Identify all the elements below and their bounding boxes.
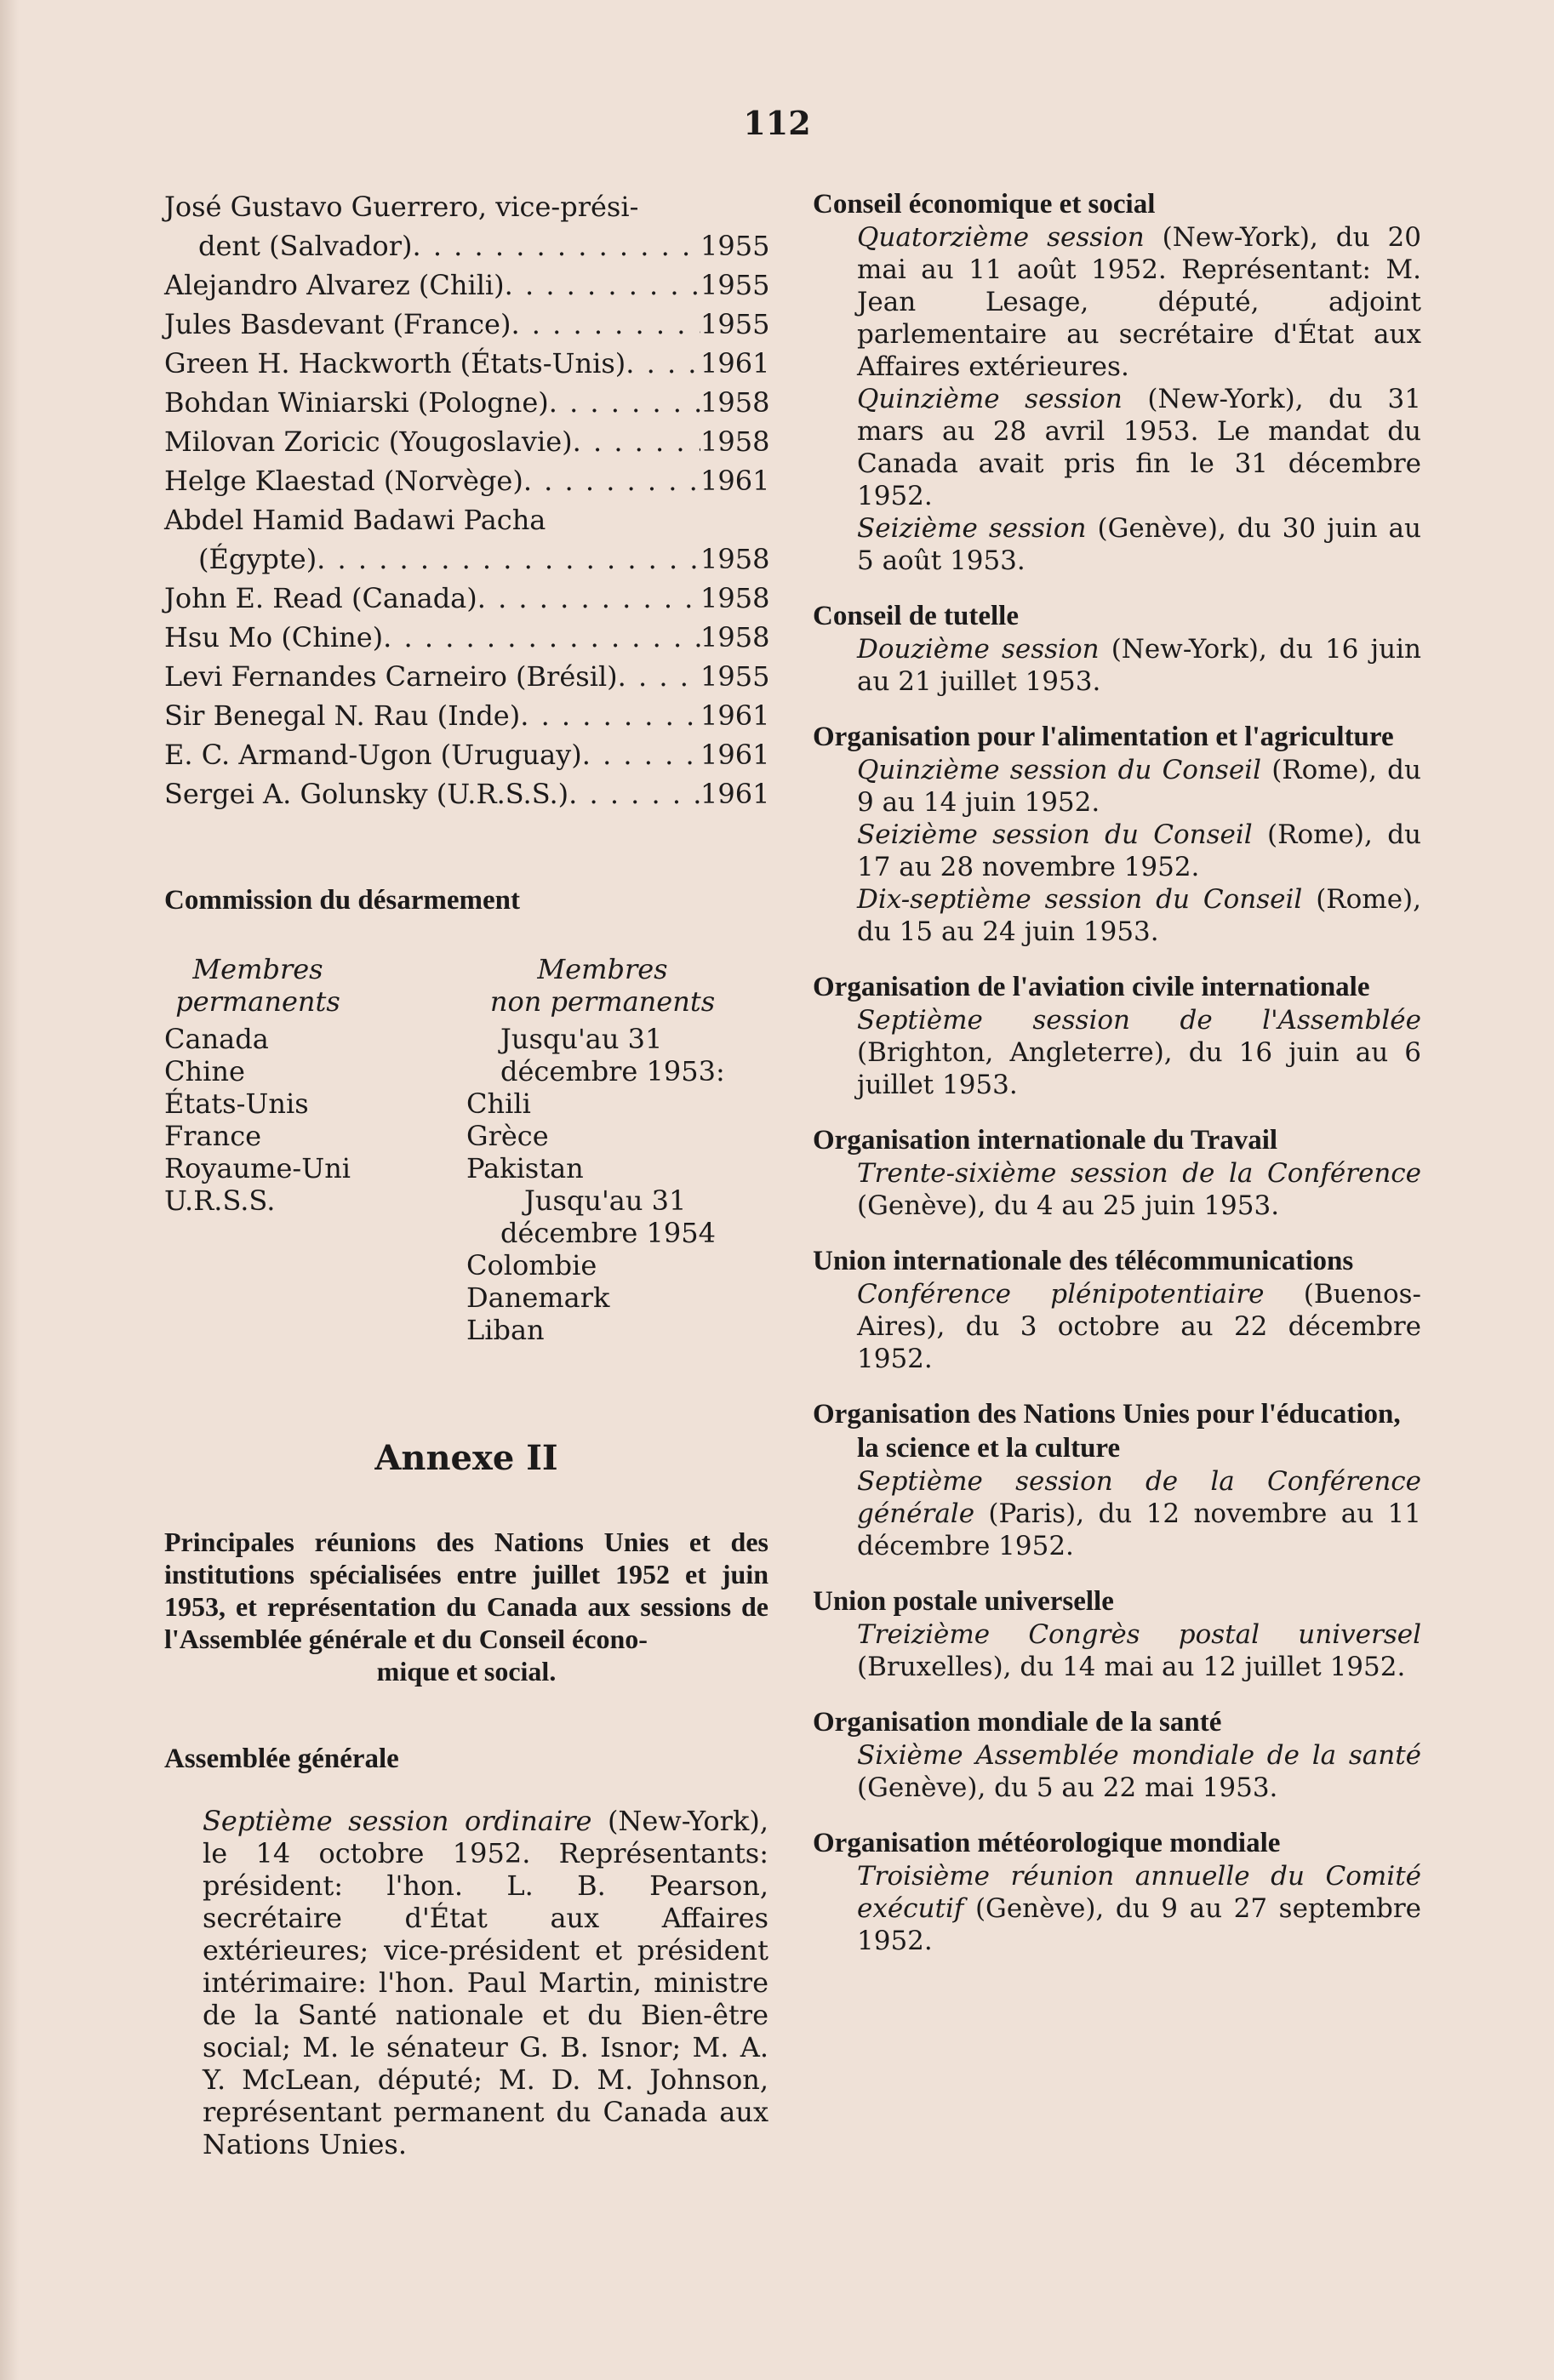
assemblee-body [164, 1805, 768, 2160]
judge-row [164, 226, 768, 265]
judge-year: 1958 [700, 621, 770, 654]
assemblee-session: Septième session ordinaire [203, 1805, 592, 1837]
organization-title: Organisation de l'aviation civile internationale [813, 972, 1370, 1002]
judge-row [164, 657, 768, 696]
session-paragraph [813, 383, 1421, 512]
session-name: Quinzième session du Conseil [857, 755, 1262, 785]
organization-title: Organisation pour l'alimentation et l'agriculture [813, 722, 1394, 752]
permanent-member: Canada [164, 1023, 269, 1055]
session-paragraph [813, 819, 1421, 883]
judge-row [164, 539, 768, 579]
session-name: Quinzième session [857, 384, 1123, 414]
meeting-entry [813, 1123, 1421, 1222]
judge-name: John E. Read (Canada) [164, 582, 477, 614]
session-paragraph [813, 1618, 1421, 1683]
judge-row [164, 696, 768, 735]
page-number: 112 [743, 104, 811, 142]
leader-dots [511, 305, 700, 344]
meeting-entry [813, 1397, 1421, 1562]
assemblee-title: Assemblée générale [164, 1744, 399, 1774]
session-name: Seizième session du Conseil [857, 819, 1253, 850]
judge-name: Hsu Mo (Chine) [164, 621, 384, 654]
permanent-list [164, 1023, 466, 1217]
session-name: Conférence plénipotentiaire [857, 1279, 1265, 1310]
session-details: (Brighton, Angleterre), du 16 juin au 6 juillet 1953. [857, 1037, 1421, 1100]
permanent-members [164, 953, 466, 1346]
session-paragraph [813, 1739, 1421, 1804]
leader-dots [412, 226, 700, 265]
session-name: Troisième réunion annuelle du Comité exécutif [857, 1861, 1421, 1924]
judge-year: 1958 [700, 386, 770, 419]
session-paragraph [813, 633, 1421, 698]
nonpermanent-member: Chili [466, 1087, 531, 1120]
session-details: (New-York), du 31 mars au 28 avril 1953. Le mandat du Canada avait pris fin le 31 décembre 1952. [857, 384, 1421, 511]
judge-row [164, 735, 768, 774]
session-paragraph [813, 1004, 1421, 1101]
page-edge [0, 0, 19, 2380]
judge-name: Sir Benegal N. Rau (Inde) [164, 699, 521, 732]
meeting-entry [813, 970, 1421, 1101]
session-paragraph [813, 1860, 1421, 1957]
annexe-intro [164, 1526, 768, 1687]
nonpermanent-member: Grèce [466, 1120, 549, 1152]
session-details: (Rome), du 9 au 14 juin 1952. [857, 755, 1421, 818]
nonpermanent-members [466, 953, 768, 1346]
session-details: (New-York), du 20 mai au 11 août 1952. Représentant: M. Jean Lesage, député, adjoint parlementaire au secrétaire d'État aux Affaires extérieures. [857, 222, 1421, 382]
judge-year: 1961 [700, 778, 770, 810]
leader-dots [582, 735, 700, 774]
session-details: (Paris), du 12 novembre au 11 décembre 1952. [857, 1498, 1421, 1561]
session-details: (Buenos-Aires), du 3 octobre au 22 décembre 1952. [857, 1279, 1421, 1374]
until-1953-b: décembre 1953: [500, 1055, 725, 1087]
organization-title: Organisation mondiale de la santé [813, 1707, 1222, 1738]
meeting-entry [813, 599, 1421, 698]
judge-row [164, 383, 768, 422]
judge-name: Alejandro Alvarez (Chili) [164, 269, 505, 301]
judge-row [164, 305, 768, 344]
organization-title: Conseil économique et social [813, 189, 1156, 220]
group-1954-list [466, 1249, 768, 1346]
leader-dots [505, 265, 700, 305]
session-name: Seizième session [857, 513, 1087, 544]
permanent-member: France [164, 1120, 262, 1152]
left-column [164, 187, 768, 2160]
judge-name: Sergei A. Golunsky (U.R.S.S.) [164, 778, 569, 810]
session-paragraph [813, 1278, 1421, 1375]
organization-title: Organisation météorologique mondiale [813, 1828, 1281, 1858]
judge-name: Bohdan Winiarski (Pologne) [164, 386, 549, 419]
judges-list [164, 187, 768, 813]
session-name: Treizième Congrès postal universel [857, 1619, 1421, 1650]
right-column [813, 187, 1421, 1979]
judge-row [164, 774, 768, 813]
until-1954-a: Jusqu'au 31 [524, 1184, 687, 1217]
session-details: (Rome), du 15 au 24 juin 1953. [857, 884, 1421, 947]
judge-year: 1955 [700, 230, 770, 262]
perm-header-1: Membres [192, 953, 323, 985]
leader-dots [523, 461, 700, 500]
judge-row [164, 265, 768, 305]
meeting-entry [813, 1826, 1421, 1957]
meeting-entry [813, 1584, 1421, 1683]
judge-name: E. C. Armand-Ugon (Uruguay) [164, 739, 582, 771]
leader-dots [618, 657, 700, 696]
until-1953-a: Jusqu'au 31 [500, 1023, 663, 1055]
session-name: Septième session de l'Assemblée [857, 1005, 1421, 1036]
judge-name: Jules Basdevant (France) [164, 308, 511, 340]
judge-row [164, 618, 768, 657]
judge-year: 1958 [700, 425, 770, 458]
organization-title: Union internationale des télécommunications [813, 1246, 1354, 1276]
meeting-entry [813, 1244, 1421, 1375]
judge-year: 1958 [700, 543, 770, 575]
annexe-title: Annexe II [374, 1438, 558, 1478]
meeting-entry [813, 187, 1421, 577]
judge-name-line: José Gustavo Guerrero, vice-prési- [164, 191, 639, 223]
until-1954-b: décembre 1954 [500, 1217, 716, 1249]
permanent-member: Chine [164, 1055, 245, 1087]
leader-dots [383, 618, 700, 657]
leader-dots [317, 539, 700, 579]
judge-name: Helge Klaestad (Norvège) [164, 465, 523, 497]
judge-name-cont: dent (Salvador) [198, 230, 413, 262]
judge-year: 1955 [700, 308, 770, 340]
session-details: (Bruxelles), du 14 mai au 12 juillet 1952. [857, 1652, 1406, 1682]
permanent-member: États-Unis [164, 1087, 309, 1120]
disarmament-title: Commission du désarmement [164, 885, 520, 916]
judge-row [164, 422, 768, 461]
session-paragraph [813, 883, 1421, 948]
leader-dots [573, 422, 700, 461]
nonperm-header-1: Membres [537, 953, 668, 985]
judge-name: Levi Fernandes Carneiro (Brésil) [164, 660, 618, 693]
disarmament-members [164, 953, 768, 1346]
session-name: Douzième session [857, 634, 1100, 665]
judge-name-cont: (Égypte) [198, 543, 317, 575]
organization-title: Conseil de tutelle [813, 601, 1019, 631]
assemblee-text: (New-York), le 14 octobre 1952. Représentants: président: l'hon. L. B. Pearson, secrétaire d'État aux Affaires extérieures; vice-président et président intérimaire: l'hon. Paul Martin, ministre de la Santé nationale et du Bien-être social; M. le sénateur G. B. Isnor; M. A. Y. McLean, député; M. D. M. Johnson, représentant permanent du Canada aux Nations Unies. [203, 1805, 769, 2160]
judge-row [164, 579, 768, 618]
nonpermanent-member: Pakistan [466, 1152, 584, 1184]
leader-dots [477, 579, 700, 618]
group-1953-list [466, 1087, 768, 1184]
nonpermanent-member: Danemark [466, 1281, 610, 1314]
meeting-entry [813, 1705, 1421, 1804]
meeting-entry [813, 720, 1421, 948]
permanent-member: U.R.S.S. [164, 1184, 276, 1217]
session-name: Trente-sixième session de la Conférence [857, 1158, 1421, 1189]
session-details: (Genève), du 9 au 27 septembre 1952. [857, 1893, 1421, 1956]
judge-year: 1961 [700, 699, 770, 732]
judge-year: 1958 [700, 582, 770, 614]
leader-dots [626, 344, 700, 383]
organization-title: Organisation internationale du Travail [813, 1125, 1278, 1156]
session-paragraph [813, 754, 1421, 819]
perm-header-2: permanents [175, 985, 340, 1018]
leader-dots [520, 696, 700, 735]
judge-year: 1955 [700, 660, 770, 693]
judge-year: 1961 [700, 465, 770, 497]
nonperm-header-2: non permanents [489, 985, 716, 1018]
session-name: Dix-septième session du Conseil [857, 884, 1303, 915]
nonpermanent-member: Liban [466, 1314, 545, 1346]
judge-row [164, 461, 768, 500]
session-name: Quatorzième session [857, 222, 1145, 253]
session-details: (Genève), du 30 juin au 5 août 1953. [857, 513, 1421, 576]
judge-year: 1955 [700, 269, 770, 301]
annexe-intro-text: Principales réunions des Nations Unies et des institutions spécialisées entre juillet 1952 et juin 1953, et représentation du Canada aux sessions de l'Assemblée générale et du Conseil écono- [164, 1527, 768, 1654]
judge-year: 1961 [700, 739, 770, 771]
session-details: (Genève), du 5 au 22 mai 1953. [857, 1772, 1278, 1803]
judge-year: 1961 [700, 347, 770, 380]
judge-name: Green H. Hackworth (États-Unis) [164, 347, 626, 380]
session-paragraph [813, 1157, 1421, 1222]
judge-name: Milovan Zoricic (Yougoslavie) [164, 425, 573, 458]
session-paragraph [813, 1465, 1421, 1562]
leader-dots [568, 774, 700, 813]
session-details: (Genève), du 4 au 25 juin 1953. [857, 1190, 1280, 1221]
nonpermanent-member: Colombie [466, 1249, 597, 1281]
organization-title: Organisation des Nations Unies pour l'éducation, la science et la culture [813, 1399, 1401, 1464]
session-paragraph [813, 221, 1421, 383]
session-details: (New-York), du 16 juin au 21 juillet 1953. [857, 634, 1421, 697]
session-name: Septième session de la Conférence générale [857, 1466, 1421, 1529]
session-details: (Rome), du 17 au 28 novembre 1952. [857, 819, 1421, 882]
session-paragraph [813, 512, 1421, 577]
annexe-intro-last: mique et social. [376, 1656, 557, 1687]
judge-row [164, 344, 768, 383]
organization-title: Union postale universelle [813, 1586, 1114, 1617]
session-name: Sixième Assemblée mondiale de la santé [857, 1740, 1421, 1771]
permanent-member: Royaume-Uni [164, 1152, 351, 1184]
judge-name-line: Abdel Hamid Badawi Pacha [164, 504, 546, 536]
leader-dots [549, 383, 700, 422]
